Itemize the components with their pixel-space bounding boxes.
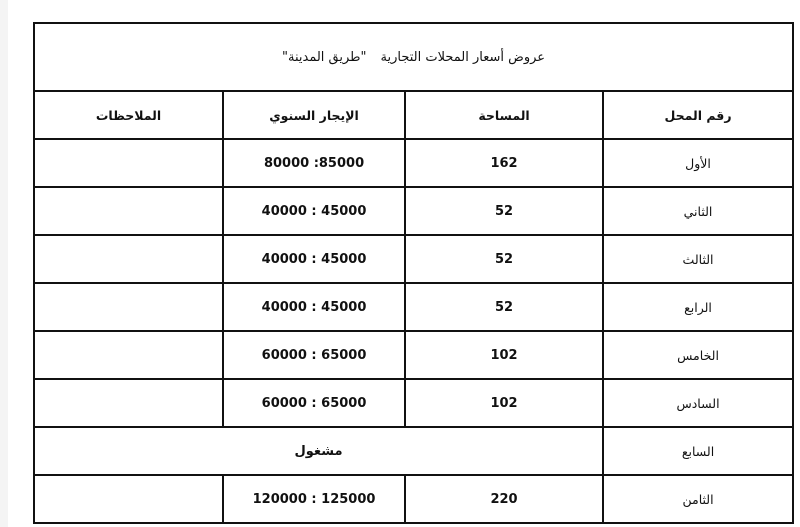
occupied-status-cell: مشغول	[34, 427, 603, 475]
header-annual-rent: الإيجار السنوي	[223, 91, 405, 139]
table-row-occupied	[34, 427, 793, 475]
notes-cell	[34, 187, 223, 235]
area-cell: 52	[405, 283, 603, 331]
area-cell: 102	[405, 379, 603, 427]
page-edge-shade	[0, 0, 8, 527]
rent-cell: 60000 : 65000	[223, 379, 405, 427]
table-row	[34, 235, 793, 283]
header-area: المساحة	[405, 91, 603, 139]
header-shop-number: رقم المحل	[603, 91, 793, 139]
table-title	[34, 23, 793, 91]
shop-cell: الثاني	[603, 187, 793, 235]
shop-cell: السادس	[603, 379, 793, 427]
area-cell: 162	[405, 139, 603, 187]
rent-cell: 80000 :85000	[223, 139, 405, 187]
shop-cell: الثالث	[603, 235, 793, 283]
header-notes: الملاحظات	[34, 91, 223, 139]
shop-prices-table	[33, 22, 794, 524]
shop-cell: الأول	[603, 139, 793, 187]
rent-cell: 60000 : 65000	[223, 331, 405, 379]
notes-cell	[34, 379, 223, 427]
shop-cell: الثامن	[603, 475, 793, 523]
area-cell: 52	[405, 187, 603, 235]
rent-cell: 40000 : 45000	[223, 235, 405, 283]
shop-cell: الخامس	[603, 331, 793, 379]
notes-cell	[34, 139, 223, 187]
table-row	[34, 283, 793, 331]
table-row	[34, 331, 793, 379]
title-main: عروض أسعار المحلات التجارية	[380, 49, 546, 65]
table-row	[34, 139, 793, 187]
notes-cell	[34, 331, 223, 379]
notes-cell	[34, 283, 223, 331]
table-row	[34, 475, 793, 523]
rent-cell: 120000 : 125000	[223, 475, 405, 523]
notes-cell	[34, 475, 223, 523]
rent-cell: 40000 : 45000	[223, 283, 405, 331]
header-row	[34, 91, 793, 139]
shop-cell: السابع	[603, 427, 793, 475]
rent-cell: 40000 : 45000	[223, 187, 405, 235]
title-location: "طريق المدينة"	[282, 49, 367, 65]
table-row	[34, 379, 793, 427]
table-row	[34, 187, 793, 235]
shop-cell: الرابع	[603, 283, 793, 331]
area-cell: 220	[405, 475, 603, 523]
area-cell: 52	[405, 235, 603, 283]
area-cell: 102	[405, 331, 603, 379]
notes-cell	[34, 235, 223, 283]
